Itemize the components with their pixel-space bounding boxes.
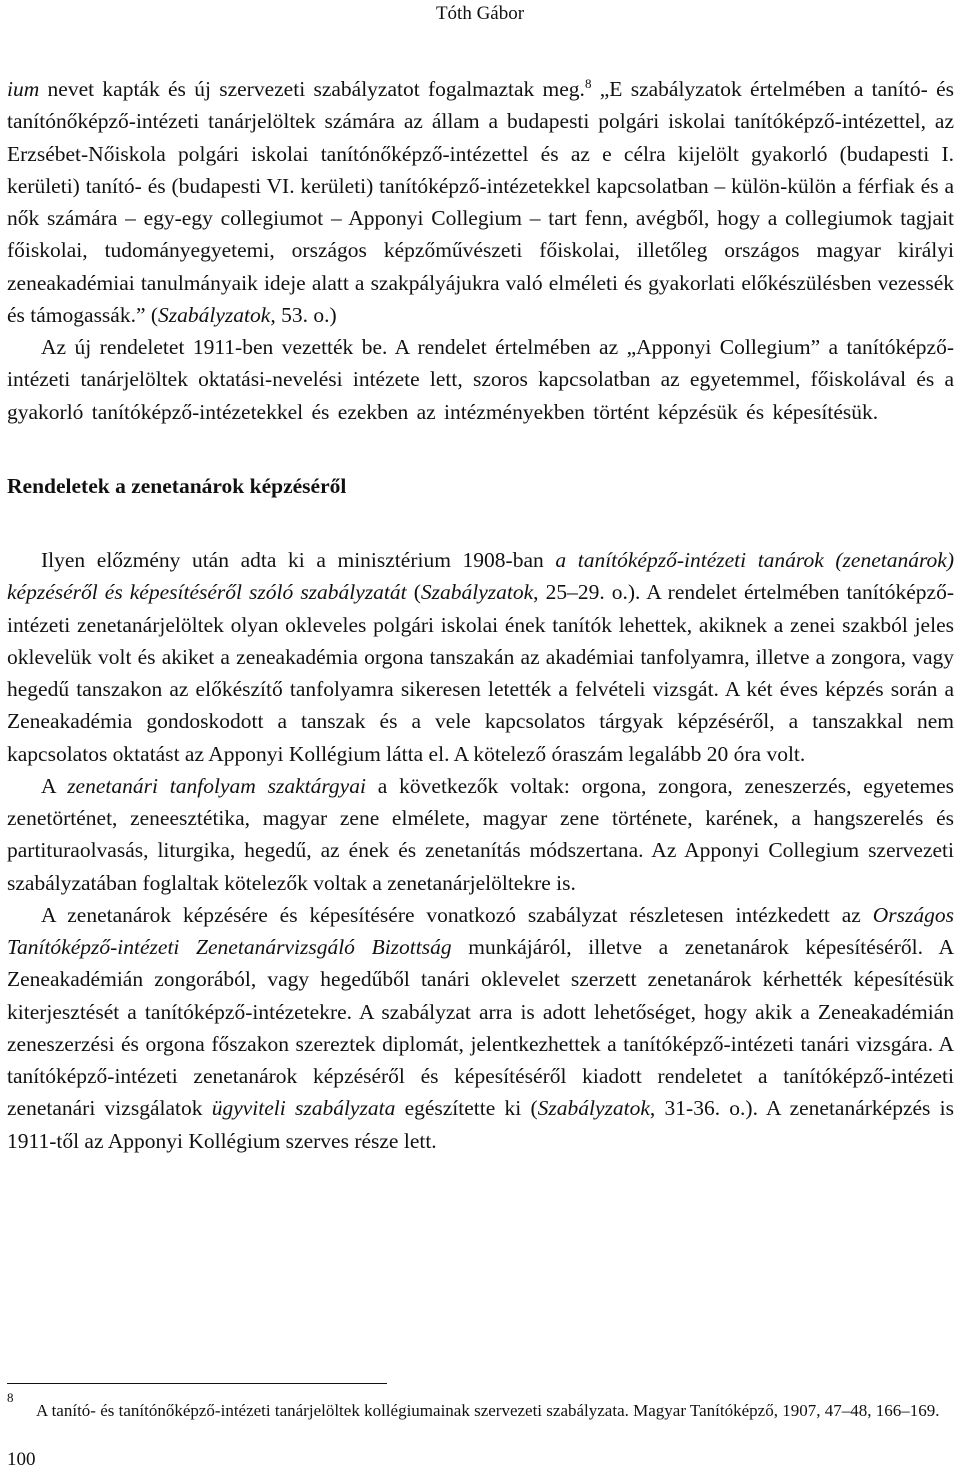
text-fragment: munkájáról, illetve a zenetanárok képesítéséről. A Zeneakadémián zongorából, vagy hegedűből tanári oklevelet szerzett zenetanárok kérhették képesítésük kiterjesztését a tanítóképző-intézetekre. A szabályzat arra is adott lehetőséget, hogy akik a Zeneakadémián zeneszerzési és orgona főszakon szereztek diplomát, jelentkezhettek a tanítóképző-intézeti tanári vizsgára. A tanítóképző-intézeti zenetanárok képzéséről és képesítéséről kiadott rendeletet a tanítóképző-intézeti zenetanári vizsgálatok	[7, 935, 954, 1121]
footnote-text: A tanító- és tanítónőképző-intézeti tanárjelöltek kollégiumainak szervezeti szabályzata. Magyar Tanítóképző, 1907, 47–48, 166–169.	[36, 1401, 940, 1420]
paragraph-apponyi-statute	[7, 73, 954, 331]
text-fragment: egészítette ki (	[395, 1096, 538, 1121]
spacer	[7, 428, 954, 470]
footnote-number: 8	[7, 1390, 14, 1405]
italic-fragment: ügyviteli szabályzata	[211, 1096, 396, 1121]
paragraph-1911-decree: Az új rendeletet 1911-ben vezették be. A rendelet értelmében az „Apponyi Collegium” a tanítóképző-intézeti tanárjelöltek oktatási-nevelési intézete lett, szoros kapcsolatban az egyetemmel, főiskolával és a gyakorló tanítóképző-intézetekkel és ezekben az intézményekben történt képzésük és képesítésük.	[7, 335, 954, 424]
body-text	[7, 73, 954, 1157]
italic-fragment: Szabályzatok,	[158, 302, 276, 327]
text-fragment: Ilyen előzmény után adta ki a minisztérium 1908-ban	[41, 548, 556, 572]
italic-fragment: zenetanári tanfolyam szaktárgyai	[67, 773, 366, 798]
running-header-author: Tóth Gábor	[435, 3, 525, 24]
footnote-separator	[7, 1383, 387, 1384]
paragraph-1908-decree	[7, 544, 954, 770]
italic-fragment: Szabályzatok	[537, 1096, 650, 1121]
text-fragment: A zenetanárok képzésére és képesítésére vonatkozó szabályzat részletesen intézkedett az	[41, 902, 873, 927]
text-fragment: , 25–29. o.). A rendelet értelmében tanítóképző-intézeti zenetanárjelöltek olyan okleveles polgári iskolai ének tanítók lehettek, akiknek a zenei szakból jeles oklevelük volt és akiket a zeneakadémia orgona tanszakán az akadémiai tanfolyamra, illetve a zongora, vagy hegedű tanszakon az előkészítő tanfolyamra sikeresen letették a felvételi vizsgát. A két éves képzés során a Zeneakadémia gondoskodott a tanszak és a vele kapcsolatos tárgyak képzéséről, a tanszakkal nem kapcsolatos oktatást az Apponyi Kollégium látta el. A kötelező óraszám legalább 20 óra volt.	[7, 580, 954, 766]
text-fragment: nevet kapták és új szervezeti szabályzatot fogalmaztak meg.	[39, 77, 585, 101]
text-fragment: 53. o.)	[275, 302, 337, 327]
paragraph-course-subjects	[7, 770, 954, 899]
text-fragment: (	[406, 580, 421, 605]
paragraph-qualification-rules	[7, 899, 954, 1157]
page-number: 100	[7, 1449, 36, 1470]
text-fragment: , 31-36. o.). A zenetanárképzés is 1911-től az Apponyi Kollégium szerves része lett.	[7, 1096, 954, 1153]
text-fragment: „E szabályzatok értelmében a tanító- és tanítónőképző-intézeti tanárjelöltek számára az állam a budapesti polgári iskolai tanítóképző-intézettel, az Erzsébet-Nőiskola polgári iskolai tanítónőképző-intézettel és az e célra kijelölt gyakorló (budapesti I. kerületi) tanító- és (budapesti VI. kerületi) tanítóképző-intézetekkel kapcsolatban – külön-külön a férfiak és a nők számára – egy-egy collegiumot – Apponyi Collegium – tart fenn, avégből, hogy a collegiumok tagjait főiskolai, tudományegyetemi, országos képzőművészeti főiskolai, illetőleg országos magyar királyi zeneakadémiai tanulmányaik ideje alatt a szakpályájukra való elméleti és gyakorlati előkészülésben vezessék és támogassák.” (	[7, 77, 954, 327]
text-fragment: a következők voltak: orgona, zongora, zeneszerzés, egyetemes zenetörténet, zeneesztétika, magyar zene elmélete, magyar zene története, karének, a hangszerelés és partituraolvasás, liturgika, hegedű, az ének és zenetanítás módszertana. Az Apponyi Collegium szervezeti szabályzatában foglaltak kötelezők voltak a zenetanárjelöltekre is.	[7, 773, 955, 895]
footnote-reference: 8	[584, 75, 592, 91]
italic-fragment: Szabályzatok	[420, 580, 534, 605]
text-fragment: A	[41, 773, 68, 798]
italic-fragment: ium	[7, 77, 40, 101]
spacer	[7, 502, 954, 544]
italic-fragment: Országos Tanítóképző-intézeti Zenetanárvizsgáló Bizottság	[7, 902, 954, 959]
section-heading: Rendeletek a zenetanárok képzéséről	[7, 473, 347, 498]
italic-fragment: a tanítóképző-intézeti tanárok (zenetanárok) képzéséről és képesítéséről szóló szabályzatát	[7, 548, 954, 605]
